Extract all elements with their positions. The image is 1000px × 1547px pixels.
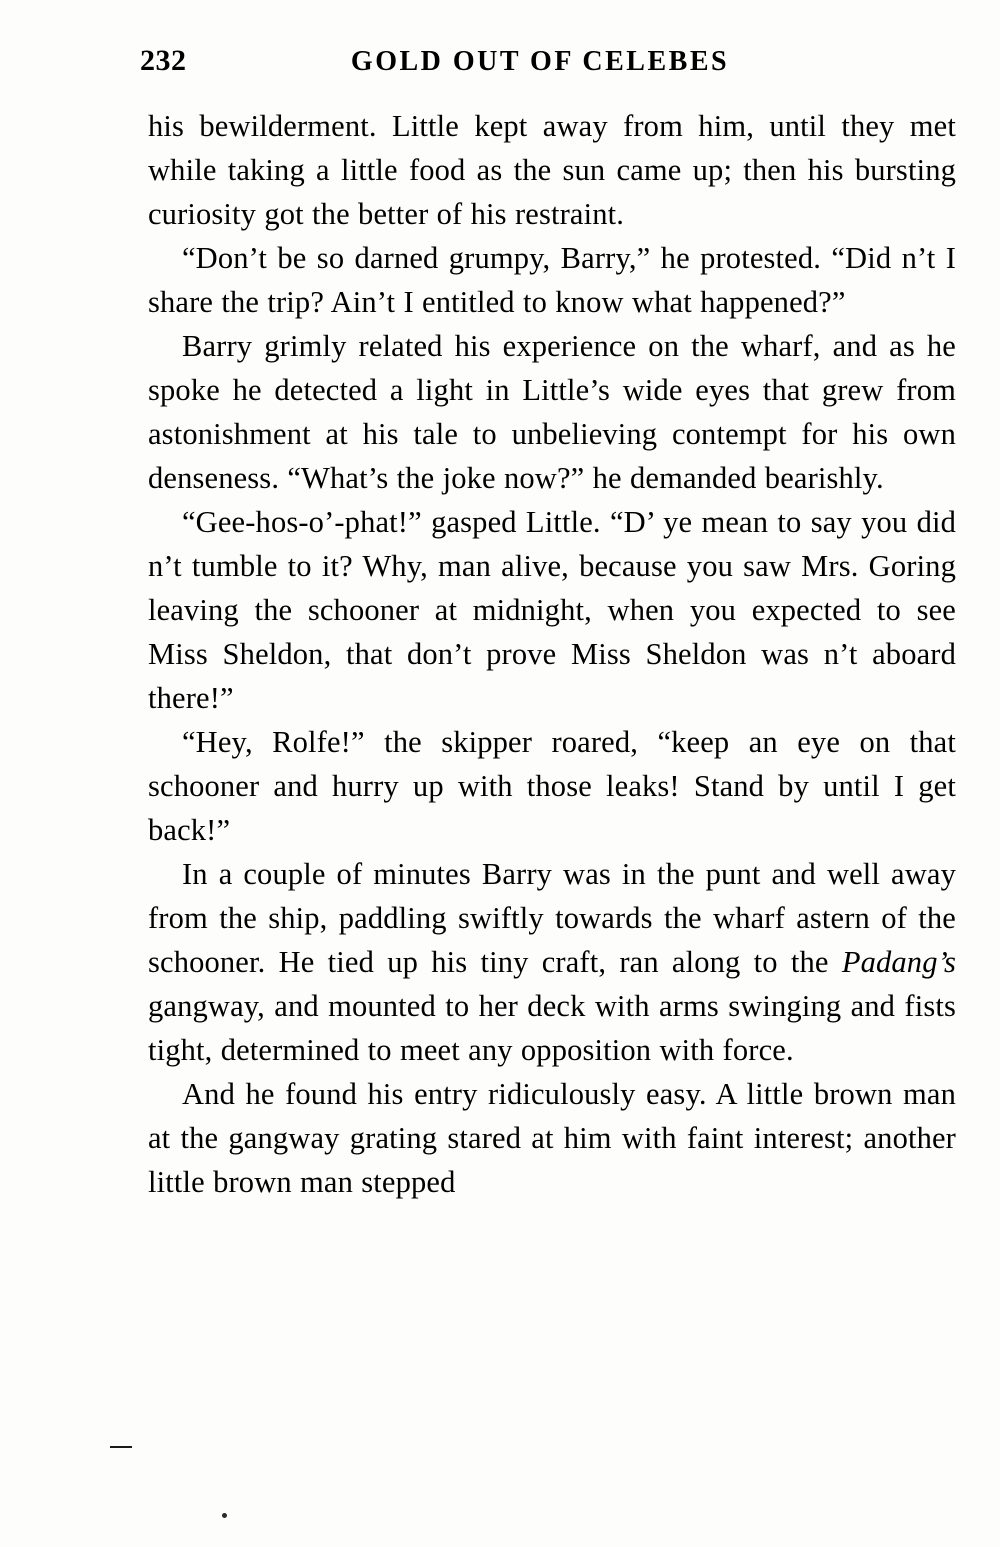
paragraph-text-part: In a couple of minutes Barry was in the punt and well away from the ship, paddling swiftly towards the wharf astern of the schooner. He tied up his tiny craft, ran along to the: [148, 857, 956, 979]
paragraph: his bewilderment. Little kept away from him, until they met while taking a little food as the sun came up; then his bursting curiosity got the better of his restraint.: [148, 109, 956, 231]
paragraph-text-part: gangway, and mounted to her deck with arms swinging and fists tight, determined to meet any opposition with force.: [148, 989, 956, 1067]
paragraph-with-italic: [148, 852, 956, 1072]
body-text: [148, 104, 956, 1204]
paragraph: “Hey, Rolfe!” the skipper roared, “keep an eye on that schooner and hurry up with those leaks! Stand by until I get back!”: [148, 725, 956, 847]
paragraph: “Don’t be so darned grumpy, Barry,” he protested. “Did n’t I share the trip? Ain’t I entitled to know what happened?”: [148, 241, 956, 319]
italic-ship-name: Padang’s: [841, 945, 956, 979]
paragraph: And he found his entry ridiculously easy. A little brown man at the gangway grating stared at him with faint interest; another little brown man stepped: [148, 1077, 956, 1199]
paragraph: Barry grimly related his experience on the wharf, and as he spoke he detected a light in Little’s wide eyes that grew from astonishment at his tale to unbelieving contempt for his own denseness. “What’s the joke now?” he demanded bearishly.: [148, 329, 956, 495]
margin-dash-mark: [110, 1446, 132, 1448]
page-speck-mark: [222, 1513, 227, 1518]
running-title: GOLD OUT OF CELEBES: [350, 46, 730, 77]
paragraph: “Gee-hos-o’-phat!” gasped Little. “D’ ye mean to say you did n’t tumble to it? Why, man alive, because you saw Mrs. Goring leaving the schooner at midnight, when you expected to see Miss Sheldon, that don’t prove Miss Sheldon was n’t aboard there!”: [148, 505, 956, 715]
page-header: [140, 44, 870, 84]
page-number: 232: [140, 44, 187, 77]
